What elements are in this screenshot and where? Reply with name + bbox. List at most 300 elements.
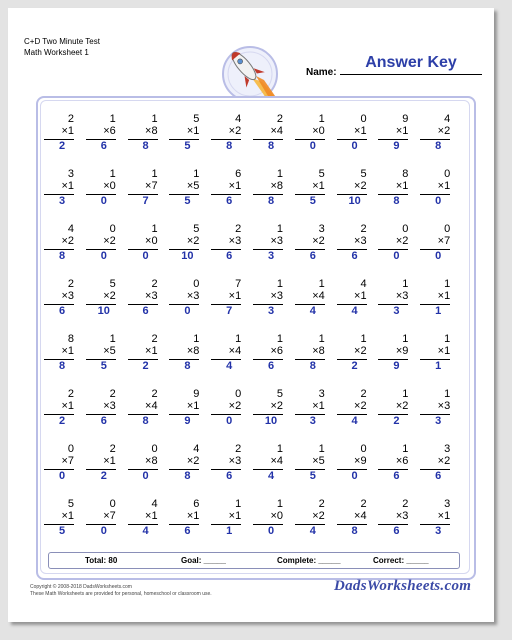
problem [169, 444, 199, 483]
problem [337, 114, 367, 153]
problem [86, 279, 116, 318]
problem-multiplicand: 1 [235, 498, 242, 510]
problem [295, 334, 325, 373]
problem-multiplicand: 1 [402, 388, 409, 400]
problem-answer: 6 [142, 305, 149, 317]
problem-multiplicand: 0 [444, 168, 451, 180]
problem-multiplier: ×2 [61, 235, 74, 247]
problem-answer: 3 [267, 250, 275, 262]
problem-multiplier: ×3 [228, 235, 242, 247]
problem-answer: 6 [393, 470, 400, 482]
problem [420, 224, 450, 263]
problem-answer: 3 [58, 195, 66, 207]
dadsworksheets-logo: DadsWorksheets.com [334, 578, 472, 594]
problem-multiplicand: 1 [276, 443, 283, 455]
problem-multiplier: ×1 [61, 400, 74, 412]
problem-answer: 8 [184, 470, 191, 482]
problem-multiplier: ×2 [103, 235, 116, 247]
problem-answer: 8 [309, 360, 316, 372]
problem-answer: 0 [100, 250, 107, 262]
problem [253, 169, 283, 208]
problem-multiplicand: 1 [109, 113, 116, 125]
problem-multiplier: ×2 [312, 235, 325, 247]
problem-answer: 3 [435, 525, 442, 537]
problem-multiplier: ×0 [145, 235, 158, 247]
problem-multiplier: ×1 [186, 510, 200, 522]
problem-multiplier: ×1 [437, 180, 451, 192]
problem-multiplicand: 3 [318, 388, 325, 400]
problem-multiplicand: 1 [109, 168, 116, 180]
problem-multiplier: ×1 [228, 510, 242, 522]
problem-multiplier: ×3 [228, 455, 242, 467]
problem [295, 114, 325, 153]
problem-multiplicand: 9 [402, 113, 409, 125]
problem-multiplier: ×8 [270, 180, 283, 192]
problem-answer: 8 [58, 360, 66, 372]
problem [86, 114, 116, 153]
problem-multiplicand: 1 [276, 168, 283, 180]
problem-multiplicand: 5 [276, 388, 283, 400]
problem-multiplicand: 1 [444, 388, 451, 400]
problem-multiplicand: 4 [444, 113, 451, 125]
problem-answer: 5 [184, 195, 191, 207]
problem-multiplier: ×6 [103, 125, 116, 137]
problem-answer: 1 [435, 305, 442, 317]
problem [295, 444, 325, 483]
problem [295, 279, 325, 318]
problem-multiplier: ×1 [61, 125, 74, 137]
answer-key-heading: Answer Key [365, 54, 457, 71]
total-count: Total: 80 [85, 556, 118, 565]
problem-multiplicand: 1 [444, 278, 451, 290]
problem-answer: 5 [184, 140, 191, 152]
problem-multiplicand: 5 [67, 498, 74, 510]
problem-multiplicand: 2 [360, 498, 367, 510]
problem-multiplicand: 1 [151, 113, 158, 125]
problem-multiplicand: 0 [402, 223, 409, 235]
problem [253, 334, 283, 373]
problem-answer: 6 [58, 305, 66, 317]
problem-multiplier: ×4 [354, 510, 367, 522]
problem-answer: 8 [226, 140, 233, 152]
problem-multiplicand: 0 [193, 278, 200, 290]
problem [253, 499, 283, 538]
problem-multiplicand: 0 [67, 443, 74, 455]
problem [420, 114, 450, 153]
problem-answer: 8 [58, 250, 66, 262]
problem [337, 224, 367, 263]
problem-multiplier: ×2 [354, 400, 367, 412]
problem-answer: 5 [309, 195, 316, 207]
problem-answer: 8 [351, 525, 358, 537]
problem-answer: 7 [142, 195, 149, 207]
problem-multiplicand: 1 [193, 333, 200, 345]
problem-multiplier: ×1 [228, 290, 242, 302]
problem-answer: 6 [184, 525, 191, 537]
problem [86, 444, 116, 483]
problem-multiplier: ×4 [270, 125, 283, 137]
problem-multiplicand: 6 [193, 498, 200, 510]
problem-multiplicand: 2 [318, 498, 325, 510]
problem-multiplier: ×2 [228, 125, 242, 137]
problem-multiplicand: 3 [444, 443, 451, 455]
problem-answer: 8 [435, 140, 442, 152]
problem [420, 389, 450, 428]
problem-answer: 8 [142, 140, 149, 152]
problem-answer: 8 [142, 415, 149, 427]
problem [295, 169, 325, 208]
problem-multiplier: ×3 [270, 290, 283, 302]
copyright-notice [30, 584, 212, 598]
problem-multiplier: ×2 [186, 455, 200, 467]
problem-multiplicand: 3 [444, 498, 451, 510]
problem-multiplier: ×8 [145, 455, 158, 467]
problem [378, 279, 408, 318]
problem-multiplicand: 2 [276, 113, 283, 125]
problem-multiplicand: 5 [109, 278, 116, 290]
problem-answer: 6 [435, 470, 442, 482]
problem-multiplier: ×1 [354, 125, 367, 137]
problem-multiplicand: 0 [360, 443, 367, 455]
problem-multiplicand: 2 [402, 498, 409, 510]
problem-multiplicand: 4 [193, 443, 200, 455]
problem-answer: 8 [267, 195, 275, 207]
problem-answer: 4 [309, 525, 316, 537]
problem-answer: 9 [393, 140, 400, 152]
problem [211, 169, 241, 208]
problem-multiplicand: 1 [402, 443, 409, 455]
problem [128, 389, 158, 428]
problem [211, 114, 241, 153]
problem [169, 499, 199, 538]
worksheet-subtitle: Math Worksheet 1 [24, 48, 89, 57]
problem-multiplier: ×1 [186, 125, 200, 137]
problem-multiplier: ×1 [145, 345, 158, 357]
problem-answer: 0 [435, 195, 442, 207]
problem [169, 169, 199, 208]
problem [253, 389, 283, 428]
problem [44, 499, 74, 538]
problem-answer: 8 [393, 195, 400, 207]
problem-multiplicand: 2 [109, 388, 116, 400]
problem-multiplier: ×4 [228, 345, 242, 357]
problem-answer: 6 [226, 195, 233, 207]
problem-multiplier: ×2 [354, 345, 367, 357]
problem-answer: 0 [351, 470, 358, 482]
problem-multiplicand: 2 [67, 113, 74, 125]
problem-answer: 0 [267, 525, 275, 537]
problem [169, 279, 199, 318]
problem-multiplier: ×4 [270, 455, 283, 467]
problem-multiplier: ×9 [354, 455, 367, 467]
problem-answer: 9 [393, 360, 400, 372]
problem-answer: 5 [100, 360, 107, 372]
problem-multiplicand: 1 [444, 333, 451, 345]
problem-multiplier: ×3 [395, 290, 409, 302]
problem-answer: 10 [97, 305, 110, 317]
problem-answer: 0 [435, 250, 442, 262]
problem-multiplier: ×8 [312, 345, 325, 357]
problem [86, 224, 116, 263]
problem [86, 499, 116, 538]
problem-answer: 6 [393, 525, 400, 537]
problem-multiplicand: 1 [193, 168, 200, 180]
problem [337, 389, 367, 428]
problem-multiplier: ×2 [395, 400, 409, 412]
problem-multiplier: ×2 [354, 180, 367, 192]
problem [378, 114, 408, 153]
problem-multiplicand: 5 [193, 113, 200, 125]
problem [128, 444, 158, 483]
problem-multiplier: ×2 [103, 290, 116, 302]
problem-answer: 2 [351, 360, 358, 372]
problem-multiplicand: 4 [360, 278, 367, 290]
problem-answer: 8 [267, 140, 275, 152]
problem-multiplier: ×7 [437, 235, 451, 247]
problem [253, 224, 283, 263]
problem-multiplier: ×7 [145, 180, 158, 192]
problem-multiplicand: 1 [318, 333, 325, 345]
problem-multiplicand: 2 [67, 278, 74, 290]
problem-multiplier: ×3 [145, 290, 158, 302]
problem [211, 334, 241, 373]
problem [211, 499, 241, 538]
worksheet-title: C+D Two Minute Test [24, 37, 100, 46]
problem-multiplicand: 5 [360, 168, 367, 180]
problem-multiplier: ×8 [186, 345, 200, 357]
problem-answer: 2 [142, 360, 149, 372]
problem [86, 389, 116, 428]
problem [44, 224, 74, 263]
problem-multiplicand: 0 [151, 443, 158, 455]
problem-answer: 5 [58, 525, 66, 537]
problem-multiplier: ×3 [354, 235, 367, 247]
problem [420, 169, 450, 208]
problem-answer: 0 [309, 140, 316, 152]
problem-answer: 8 [184, 360, 191, 372]
problem-answer: 0 [351, 140, 358, 152]
problem-answer: 6 [351, 250, 358, 262]
problem [378, 389, 408, 428]
problem-multiplicand: 1 [318, 113, 325, 125]
problem [44, 389, 74, 428]
problem-multiplicand: 2 [109, 443, 116, 455]
problem-multiplicand: 4 [151, 498, 158, 510]
problem-multiplier: ×9 [395, 345, 409, 357]
problem-answer: 4 [309, 305, 316, 317]
problem [337, 334, 367, 373]
problem [169, 334, 199, 373]
copyright-line-1: Copyright © 2008-2018 DadsWorksheets.com [30, 584, 132, 590]
problem-multiplier: ×7 [103, 510, 116, 522]
problem-multiplicand: 1 [109, 333, 116, 345]
problem-multiplier: ×0 [312, 125, 325, 137]
problem-multiplicand: 7 [235, 278, 242, 290]
problem-multiplier: ×6 [270, 345, 283, 357]
problem-multiplicand: 1 [276, 333, 283, 345]
problem-answer: 10 [181, 250, 194, 262]
problem-multiplicand: 8 [402, 168, 409, 180]
problem-multiplicand: 1 [235, 333, 242, 345]
problem [44, 114, 74, 153]
problem-multiplier: ×1 [228, 180, 242, 192]
problem-multiplier: ×1 [437, 345, 451, 357]
problem [253, 114, 283, 153]
problem-multiplicand: 2 [151, 278, 158, 290]
problem-multiplicand: 9 [193, 388, 200, 400]
problem-multiplier: ×3 [103, 400, 116, 412]
problem [44, 444, 74, 483]
problem-answer: 9 [184, 415, 191, 427]
problem-answer: 2 [100, 470, 107, 482]
problem-multiplier: ×4 [145, 400, 158, 412]
problem-multiplicand: 0 [109, 498, 116, 510]
problem [128, 169, 158, 208]
problem-multiplier: ×1 [395, 125, 409, 137]
problem [44, 169, 74, 208]
problem-multiplier: ×1 [437, 510, 451, 522]
problem-answer: 6 [309, 250, 316, 262]
problem-multiplier: ×0 [103, 180, 116, 192]
problem-answer: 4 [226, 360, 233, 372]
copyright-line-2: These Math Worksheets are provided for personal, homeschool or classroom use. [30, 591, 212, 597]
problem [86, 334, 116, 373]
problem-answer: 0 [142, 470, 149, 482]
problem-multiplicand: 0 [235, 388, 242, 400]
problem [128, 114, 158, 153]
problem-multiplicand: 1 [151, 223, 158, 235]
problem-multiplier: ×2 [395, 235, 409, 247]
problem-multiplier: ×8 [145, 125, 158, 137]
problem [337, 444, 367, 483]
problem-answer: 1 [226, 525, 233, 537]
problem-multiplicand: 3 [67, 168, 74, 180]
problem [378, 169, 408, 208]
title-block [24, 36, 100, 58]
problem-answer: 6 [100, 415, 107, 427]
problem-answer: 0 [58, 470, 66, 482]
problem [211, 389, 241, 428]
problem-multiplier: ×3 [437, 400, 451, 412]
name-line [340, 74, 482, 75]
problem-multiplicand: 4 [235, 113, 242, 125]
problem-multiplier: ×1 [61, 345, 74, 357]
problem [378, 499, 408, 538]
problem-multiplier: ×2 [437, 455, 451, 467]
problem-multiplier: ×1 [186, 400, 200, 412]
problem-multiplier: ×1 [312, 180, 325, 192]
problem-multiplier: ×3 [270, 235, 283, 247]
problem-multiplicand: 2 [151, 388, 158, 400]
problem-answer: 6 [100, 140, 107, 152]
problem-multiplier: ×2 [270, 400, 283, 412]
problem-multiplier: ×6 [395, 455, 409, 467]
problem-answer: 0 [226, 415, 233, 427]
complete-field: Complete: _____ [277, 556, 341, 565]
problem-multiplicand: 2 [235, 443, 242, 455]
problem-answer: 10 [348, 195, 361, 207]
problem [211, 279, 241, 318]
problem-answer: 0 [184, 305, 191, 317]
problem [128, 224, 158, 263]
name-label: Name: [306, 67, 337, 78]
problem [420, 444, 450, 483]
problem-answer: 0 [142, 250, 149, 262]
problem-multiplier: ×1 [145, 510, 158, 522]
problem-answer: 4 [351, 305, 358, 317]
problem-multiplier: ×3 [186, 290, 200, 302]
problem [128, 334, 158, 373]
problem [295, 499, 325, 538]
problem [211, 444, 241, 483]
problem [420, 279, 450, 318]
problem-answer: 2 [393, 415, 400, 427]
problem-multiplicand: 1 [318, 443, 325, 455]
problem-multiplicand: 2 [360, 223, 367, 235]
problem-multiplicand: 4 [67, 223, 74, 235]
problem-answer: 4 [267, 470, 275, 482]
problem-multiplicand: 2 [67, 388, 74, 400]
problem-answer: 5 [309, 470, 316, 482]
problem-multiplier: ×7 [61, 455, 74, 467]
problem [169, 114, 199, 153]
problem [128, 499, 158, 538]
problem [378, 334, 408, 373]
problem [295, 389, 325, 428]
problem-multiplicand: 5 [318, 168, 325, 180]
problem-multiplicand: 2 [235, 223, 242, 235]
problem-answer: 3 [309, 415, 316, 427]
problem-multiplier: ×2 [312, 510, 325, 522]
problem-multiplier: ×1 [354, 290, 367, 302]
problem [337, 169, 367, 208]
problem-answer: 7 [226, 305, 233, 317]
problem-answer: 3 [267, 305, 275, 317]
problem [295, 224, 325, 263]
problem [420, 499, 450, 538]
problem-answer: 0 [393, 250, 400, 262]
problem-multiplicand: 3 [318, 223, 325, 235]
problem-answer: 0 [100, 525, 107, 537]
problem [253, 279, 283, 318]
problem [128, 279, 158, 318]
problem-multiplier: ×5 [312, 455, 325, 467]
problem-multiplier: ×5 [186, 180, 200, 192]
problem [378, 444, 408, 483]
problem-multiplicand: 1 [276, 498, 283, 510]
problem-multiplier: ×4 [312, 290, 325, 302]
problem-multiplier: ×3 [61, 290, 74, 302]
problem-answer: 4 [142, 525, 149, 537]
problem-multiplicand: 1 [402, 333, 409, 345]
score-footer [48, 552, 460, 569]
problem [337, 499, 367, 538]
problem-multiplicand: 1 [402, 278, 409, 290]
problem-answer: 6 [267, 360, 275, 372]
problem-answer: 2 [58, 140, 66, 152]
problem-multiplicand: 1 [360, 333, 367, 345]
problem-multiplicand: 0 [444, 223, 451, 235]
problem [44, 334, 74, 373]
problem-multiplicand: 6 [235, 168, 242, 180]
problem-multiplicand: 1 [318, 278, 325, 290]
problem-answer: 6 [226, 470, 233, 482]
problem [169, 389, 199, 428]
problem-multiplicand: 5 [193, 223, 200, 235]
problem [169, 224, 199, 263]
problem-multiplicand: 1 [151, 168, 158, 180]
problem-answer: 1 [435, 360, 442, 372]
